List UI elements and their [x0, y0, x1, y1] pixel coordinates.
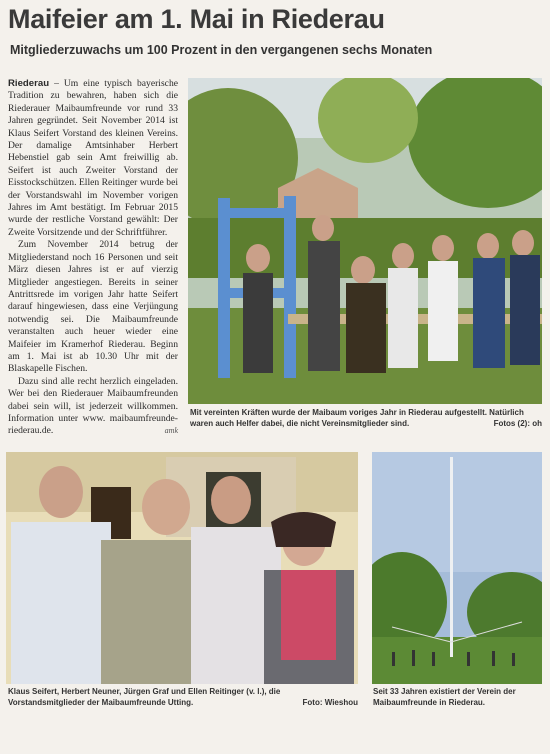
vorstand-group-photo: [6, 452, 358, 684]
vorstand-photo-credit: Foto: Wieshou: [302, 698, 358, 707]
maibaum-standing-photo: [372, 452, 542, 684]
baum-photo-caption: Seit 33 Jahren existiert der Verein der Maibaumfreunde in Riederau.: [373, 687, 516, 707]
article-headline: Maifeier am 1. Mai in Riederau: [8, 4, 385, 34]
maibaum-photo-credit: Fotos (2): oh: [493, 419, 542, 428]
article-paragraph: Dazu sind alle recht herzlich eingeladen. Wer bei den Riederauer Maibaumfreunden dabei sein will, ist jederzeit willkommen. Information unter www. maibaumfreunde-riederau.de. amk: [8, 375, 178, 437]
vorstand-photo-caption: Klaus Seifert, Herbert Neuner, Jürgen Graf und Ellen Reitinger (v. l.), die Vorstandsmitglieder der Maibaumfreunde Utting. Foto: Wieshou: [8, 687, 358, 707]
article-paragraph: Zum November 2014 betrug der Mitgliederstand noch 16 Personen und seit März diesen Jahres ist er auf vierzig Mitglieder angestiegen. Bereits in seiner Antrittsrede im vorigen Jahr hatte Seifert darauf hingewiesen, dass eine Verjüngung notwendig sei. Die Maibaumfreunde veranstalten auch heuer wieder eine Maifeier im Kramerhof Riederau. Beginn am 1. Mai ist ab 10.30 Uhr mit der Blaskapelle Fischen.: [8, 239, 178, 375]
article-author: amk: [164, 426, 178, 436]
article-body: [8, 78, 178, 438]
maibaum-photo-caption: Mit vereinten Kräften wurde der Maibaum voriges Jahr in Riederau aufgestellt. Natürlich waren auch Helfer dabei, die nicht Vereinsmitglieder sind. Fotos (2): oh: [190, 408, 542, 428]
article-dateline: Riederau: [8, 78, 50, 89]
article-paragraph: Riederau – Um eine typisch bayerische Tradition zu bewahren, haben sich die Riederauer Maibaumfreunde vor rund 33 Jahren gegründet. Seit November 2014 ist Klaus Seifert Vorstand des kleinen Vereins. Der damalige Amtsinhaber Herbert Hebenstiel gab sein Amt freiwillig ab. Seifert ist auch Zweiter Vorstand der Eisstockschützen. Ellen Reitinger wurde bei der Vorstandswahl im November vorigen Jahres im Amt bestätigt. Im Februar 2015 wurde der restliche Vorstand gewählt: Der Zweite Vorsitzende und der Schriftführer.: [8, 78, 178, 238]
maibaum-raising-photo: [188, 78, 542, 404]
article-subheadline: Mitgliederzuwachs um 100 Prozent in den vergangenen sechs Monaten: [10, 43, 433, 57]
